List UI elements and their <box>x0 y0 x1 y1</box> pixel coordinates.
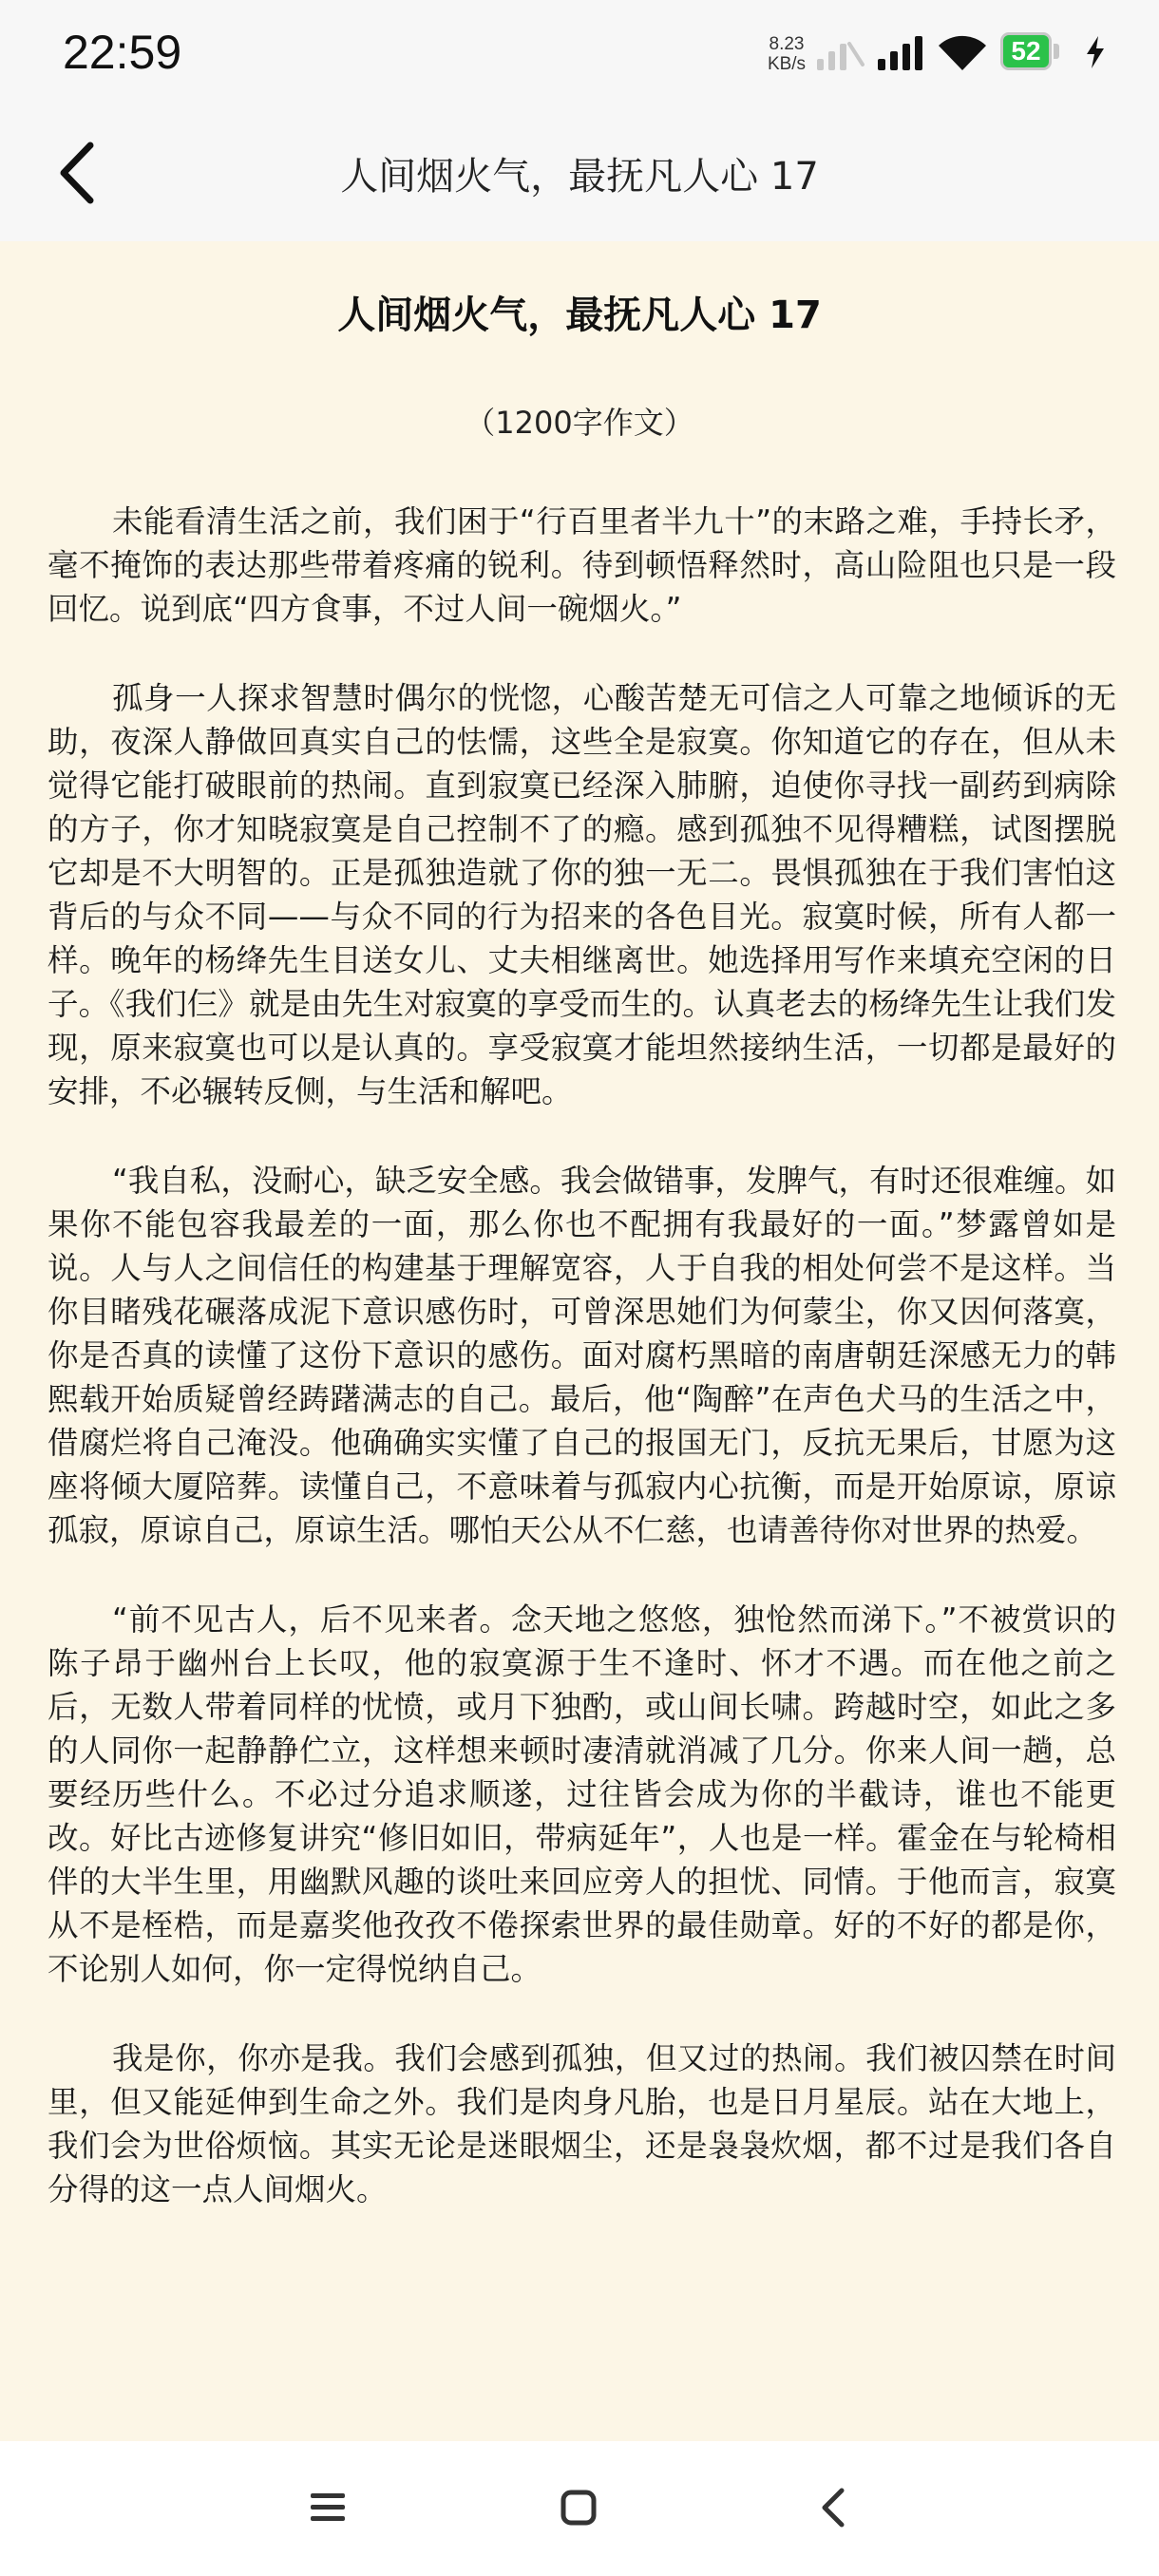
article-paragraph: “前不见古人，后不见来者。念天地之悠悠，独怆然而涕下。”不被赏识的陈子昂于幽州台上长叹，他的寂寞源于生不逢时、怀才不遇。而在他之前之后，无数人带着同样的忧愤，或月下独酌，或山间长啸。跨越时空，如此之多的人同你一起静静伫立，这样想来顿时凄清就消减了几分。你来人间一趟，总要经历些什么。不必过分追求顺遂，过往皆会成为你的半截诗，谁也不能更改。好比古迹修复讲究“修旧如旧，带病延年”，人也是一样。霍金在与轮椅相伴的大半生里，用幽默风趣的谈吐来回应旁人的担忧、同情。于他而言，寂寞从不是桎梏，而是嘉奖他孜孜不倦探索世界的最佳勋章。好的不好的都是你，不论别人如何，你一定得悦纳自己。 <box>48 1601 1116 1987</box>
back-button[interactable] <box>38 133 118 213</box>
article-body <box>48 500 1116 2257</box>
network-speed-unit: KB/s <box>767 54 807 74</box>
network-speed <box>758 34 815 74</box>
signal-strong-icon <box>876 36 925 70</box>
menu-button[interactable] <box>294 2479 361 2536</box>
article-paragraph: 孤身一人探求智慧时偶尔的恍惚，心酸苦楚无可信之人可靠之地倾诉的无助，夜深人静做回真实自己的怯懦，这些全是寂寞。你知道它的存在，但从未觉得它能打破眼前的热闹。直到寂寞已经深入肺腑，迫使你寻找一副药到病除的方子，你才知晓寂寞是自己控制不了的瘾。感到孤独不见得糟糕，试图摆脱它却是不大明智的。正是孤独造就了你的独一无二。畏惧孤独在于我们害怕这背后的与众不同——与众不同的行为招来的各色目光。寂寞时候，所有人都一样。晚年的杨绛先生目送女儿、丈夫相继离世。她选择用写作来填充空闲的日子。《我们仨》就是由先生对寂寞的享受而生的。认真老去的杨绛先生让我们发现，原来寂寞也可以是认真的。享受寂寞才能坦然接纳生活，一切都是最好的安排，不必辗转反侧，与生活和解吧。 <box>48 680 1116 1109</box>
page-title: 人间烟火气，最抚凡人心 17 <box>340 155 819 199</box>
system-nav-bar <box>0 2441 1159 2576</box>
article-paragraph: 我是你，你亦是我。我们会感到孤独，但又过的热闹。我们被囚禁在时间里，但又能延伸到生命之外。我们是肉身凡胎，也是日月星辰。站在大地上，我们会为世俗烦恼。其实无论是迷眼烟尘，还是袅袅炊烟，都不过是我们各自分得的这一点人间烟火。 <box>48 2040 1116 2207</box>
home-button[interactable] <box>545 2479 612 2536</box>
back-chevron-icon <box>54 140 102 206</box>
charging-bolt-icon <box>1085 36 1106 68</box>
article-content <box>0 241 1159 2441</box>
wifi-icon <box>937 32 988 72</box>
article-paragraph: “我自私，没耐心，缺乏安全感。我会做错事，发脾气，有时还很难缠。如果你不能包容我最差的一面，那么你也不配拥有我最好的一面。”梦露曾如是说。人与人之间信任的构建基于理解宽容，人于自我的相处何尝不是这样。当你目睹残花碾落成泥下意识感伤时，可曾深思她们为何蒙尘，你又因何落寞，你是否真的读懂了这份下意识的感伤。面对腐朽黑暗的南唐朝廷深感无力的韩熙载开始质疑曾经踌躇满志的自己。最后，他“陶醉”在声色犬马的生活之中，借腐烂将自己淹没。他确确实实懂了自己的报国无门，反抗无果后，甘愿为这座将倾大厦陪葬。读懂自己，不意味着与孤寂内心抗衡，而是开始原谅，原谅孤寂，原谅自己，原谅生活。哪怕天公从不仁慈，也请善待你对世界的热爱。 <box>48 1163 1116 1548</box>
article-paragraph: 未能看清生活之前，我们困于“行百里者半九十”的末路之难，手持长矛，毫不掩饰的表达那些带着疼痛的锐利。待到顿悟释然时，高山险阻也只是一段回忆。说到底“四方食事，不过人间一碗烟火。” <box>48 503 1116 627</box>
back-icon <box>817 2487 849 2529</box>
battery-icon <box>1000 32 1063 70</box>
network-speed-value: 8.23 <box>769 34 805 54</box>
home-icon <box>560 2489 598 2527</box>
status-time: 22:59 <box>63 26 182 79</box>
battery-level: 52 <box>1011 36 1041 66</box>
signal-weak-icon <box>815 36 864 70</box>
article-subtitle: （1200字作文） <box>465 405 694 441</box>
system-back-button[interactable] <box>800 2479 866 2536</box>
status-bar <box>0 0 1159 104</box>
app-header <box>0 104 1159 241</box>
menu-icon <box>309 2491 347 2525</box>
article-title: 人间烟火气，最抚凡人心 17 <box>337 294 822 337</box>
